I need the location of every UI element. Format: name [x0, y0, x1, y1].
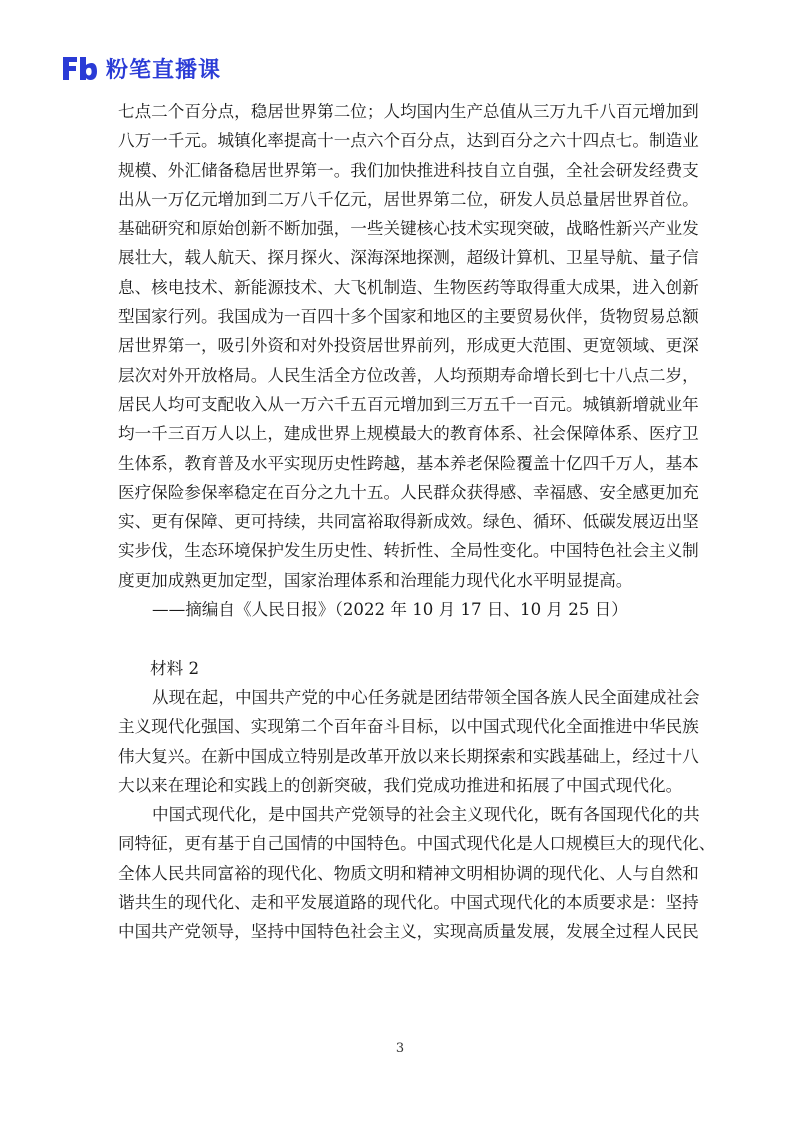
material2-paragraph-1	[118, 683, 700, 800]
document-body	[118, 97, 716, 947]
text-line: 息、核电技术、新能源技术、大飞机制造、生物医药等取得重大成果，进入创新	[118, 277, 699, 297]
text-line: 出从一万亿元增加到二万八千亿元，居世界第二位，研发人员总量居世界首位。	[118, 189, 699, 209]
text-line: 展壮大，载人航天、探月探火、深海深地探测，超级计算机、卫星导航、量子信	[118, 248, 699, 268]
text-line: 主义现代化强国、实现第二个百年奋斗目标，以中国式现代化全面推进中华民族	[118, 717, 699, 737]
page-number: 3	[395, 1041, 405, 1056]
source-citation: ——摘编自《人民日报》（2022 年 10 月 17 日、10 月 25 日）	[152, 600, 628, 620]
text-line: 中国式现代化，是中国共产党领导的社会主义现代化，既有各国现代化的共	[152, 805, 700, 825]
text-line: 度更加成熟更加定型，国家治理体系和治理能力现代化水平明显提高。	[118, 570, 633, 590]
material1-paragraph	[118, 97, 699, 595]
text-line: 生体系，教育普及水平实现历史性跨越，基本养老保险覆盖十亿四千万人，基本	[118, 453, 699, 473]
text-line: 层次对外开放格局。人民生活全方位改善，人均预期寿命增长到七十八点二岁，	[118, 365, 699, 385]
brand-name: 粉笔直播课	[106, 57, 222, 83]
text-line: 规模、外汇储备稳居世界第一。我们加快推进科技自立自强，全社会研发经费支	[118, 160, 699, 180]
text-line: 居世界第一，吸引外资和对外投资居世界前列，形成更大范围、更宽领域、更深	[118, 336, 699, 356]
text-line: 八万一千元。城镇化率提高十一点六个百分点，达到百分之六十四点七。制造业	[118, 131, 699, 151]
text-line: 实、更有保障、更可持续，共同富裕取得新成效。绿色、循环、低碳发展迈出坚	[118, 512, 699, 532]
material2-paragraph-2	[118, 800, 716, 946]
header	[60, 50, 221, 86]
fb-logo-icon	[60, 53, 98, 83]
text-line: 全体人民共同富裕的现代化、物质文明和精神文明相协调的现代化、人与自然和	[118, 863, 699, 883]
text-line: 居民人均可支配收入从一万六千五百元增加到三万五千一百元。城镇新增就业年	[118, 394, 699, 414]
text-line: 伟大复兴。在新中国成立特别是改革开放以来长期探索和实践基础上，经过十八	[118, 746, 699, 766]
material2-title: 材料 2	[150, 658, 200, 678]
text-line: 同特征，更有基于自己国情的中国特色。中国式现代化是人口规模巨大的现代化、	[118, 834, 716, 854]
text-line: 谐共生的现代化、走和平发展道路的现代化。中国式现代化的本质要求是：坚持	[118, 893, 699, 913]
text-line: 均一千三百万人以上，建成世界上规模最大的教育体系、社会保障体系、医疗卫	[118, 424, 699, 444]
text-line: 从现在起，中国共产党的中心任务就是团结带领全国各族人民全面建成社会	[152, 687, 700, 707]
text-line: 型国家行列。我国成为一百四十多个国家和地区的主要贸易伙伴，货物贸易总额	[118, 307, 699, 327]
text-line: 医疗保险参保率稳定在百分之九十五。人民群众获得感、幸福感、安全感更加充	[118, 482, 699, 502]
text-line: 实步伐，生态环境保护发生历史性、转折性、全局性变化。中国特色社会主义制	[118, 541, 699, 561]
text-line: 大以来在理论和实践上的创新突破，我们党成功推进和拓展了中国式现代化。	[118, 775, 683, 795]
text-line: 七点二个百分点，稳居世界第二位；人均国内生产总值从三万九千八百元增加到	[118, 102, 699, 121]
text-line: 中国共产党领导，坚持中国特色社会主义，实现高质量发展，发展全过程人民民	[118, 922, 699, 942]
text-line: 基础研究和原始创新不断加强，一些关键核心技术实现突破，战略性新兴产业发	[118, 219, 699, 239]
